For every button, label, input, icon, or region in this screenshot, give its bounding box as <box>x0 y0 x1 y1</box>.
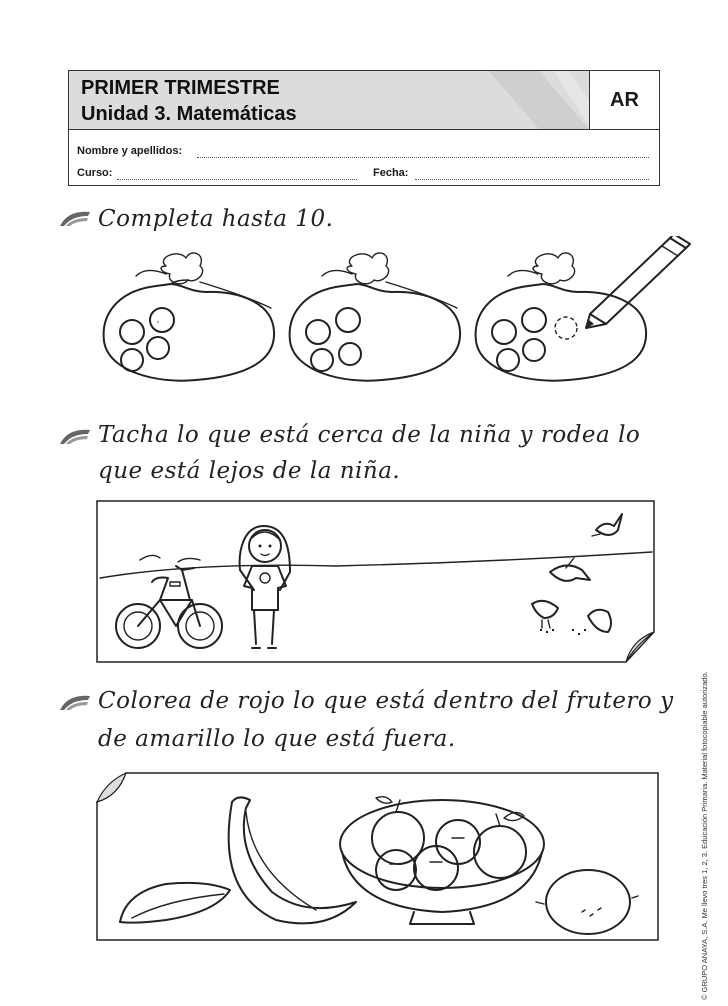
name-field[interactable] <box>197 157 649 158</box>
course-field[interactable] <box>117 179 357 180</box>
copyright-notice: © GRUPO ANAYA, S.A. Me llevo tres 1, 2, 3. Educación Primaria. Material fotocopiable autorizado. <box>700 671 709 1000</box>
bag-icon <box>476 253 646 381</box>
date-field[interactable] <box>415 179 649 180</box>
name-label: Nombre y apellidos: <box>77 145 183 157</box>
course-label: Curso: <box>77 167 113 179</box>
exercise-3-instruction-line1: Colorea de rojo lo que está dentro del frutero y <box>98 688 674 714</box>
level-badge: AR <box>589 71 659 129</box>
near-far-scene <box>96 500 656 664</box>
title-unit: Unidad 3. Matemáticas <box>81 103 297 125</box>
header-title-bar <box>69 71 659 130</box>
worksheet-header <box>68 70 660 186</box>
bags-illustration <box>96 236 696 396</box>
exercise-2-instruction-line1: Tacha lo que está cerca de la niña y rodea lo <box>98 422 641 448</box>
exercise-bullet-icon <box>58 208 92 228</box>
pencil-icon <box>586 236 690 328</box>
bag-icon <box>104 253 274 381</box>
exercise-bullet-icon <box>58 426 92 446</box>
exercise-2-instruction-line2: que está lejos de la niña. <box>98 458 401 484</box>
title-trimester: PRIMER TRIMESTRE <box>81 77 280 99</box>
exercise-bullet-icon <box>58 692 92 712</box>
bag-icon <box>290 253 460 381</box>
date-label: Fecha: <box>373 167 409 179</box>
exercise-1-instruction: Completa hasta 10. <box>98 206 334 232</box>
fruit-bowl-scene <box>96 772 660 942</box>
exercise-3-instruction-line2: de amarillo lo que está fuera. <box>98 726 456 752</box>
